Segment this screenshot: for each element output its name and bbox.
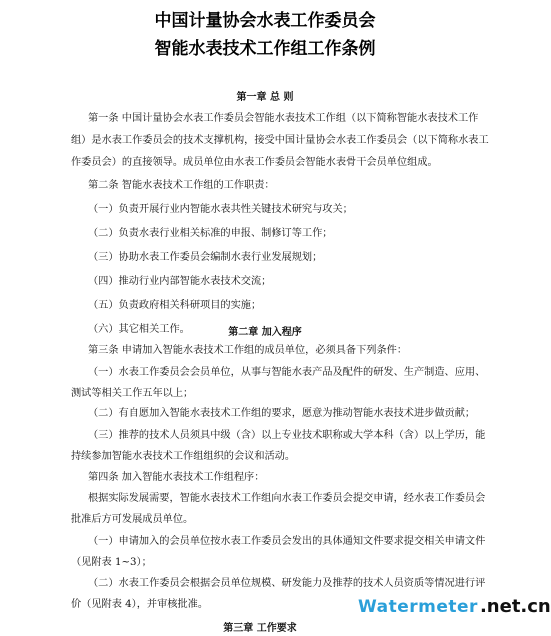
article-4-para-line-2: 批准后方可发展成员单位。	[71, 514, 194, 525]
chapter-heading-2: 第二章 加入程序	[228, 327, 302, 338]
watermark-domain: .net.cn	[479, 596, 551, 617]
article-1-line-2: 组）是水表工作委员会的技术支撑机构，接受中国计量协会水表工作委员会（以下简称水表工	[71, 135, 489, 146]
chapter-heading-1: 第一章 总 则	[236, 92, 294, 103]
article-3-item-2: （二）有自愿加入智能水表技术工作组的要求，愿意为推动智能水表技术进步做贡献；	[88, 408, 476, 419]
article-4-item-1-line-1: （一）申请加入的会员单位按水表工作委员会发出的具体通知文件要求提交相关申请文件	[88, 536, 486, 547]
article-2-item-6: （六）其它相关工作。	[88, 324, 190, 335]
article-2: 第二条 智能水表技术工作组的工作职责：	[88, 180, 275, 191]
site-watermark	[358, 596, 551, 617]
article-4-item-2-line-2: 价（见附表 4），并审核批准。	[71, 599, 209, 610]
article-3-item-1-line-2: 测试等相关工作五年以上；	[71, 388, 194, 399]
article-1-line-3: 作委员会）的直接领导。成员单位由水表工作委员会智能水表骨干会员单位组成。	[71, 157, 438, 168]
article-3-item-1-line-1: （一）水表工作委员会会员单位，从事与智能水表产品及配件的研发、生产制造、应用、	[88, 367, 486, 378]
article-4-para-line-1: 根据实际发展需要，智能水表技术工作组向水表工作委员会提交申请，经水表工作委员会	[88, 493, 486, 504]
chapter-heading-3: 第三章 工作要求	[223, 623, 297, 634]
article-2-item-4: （四）推动行业内部智能水表技术交流；	[88, 276, 272, 287]
article-3: 第三条 申请加入智能水表技术工作组的成员单位，必须具备下列条件：	[88, 345, 408, 356]
article-2-item-2: （二）负责水表行业相关标准的申报、制修订等工作；	[88, 228, 333, 239]
article-1-line-1: 第一条 中国计量协会水表工作委员会智能水表技术工作组（以下简称智能水表技术工作	[88, 113, 479, 124]
article-2-item-1: （一）负责开展行业内智能水表共性关键技术研究与攻关；	[88, 204, 353, 215]
article-2-item-3: （三）协助水表工作委员会编制水表行业发展规划；	[88, 252, 323, 263]
watermark-brand: Watermeter	[358, 597, 478, 617]
article-4-item-2-line-1: （二）水表工作委员会根据会员单位规模、研发能力及推荐的技术人员资质等情况进行评	[88, 578, 486, 589]
article-4-item-1-line-2: （见附表 1~3）；	[71, 557, 152, 568]
document-title-line1: 中国计量协会水表工作委员会	[154, 11, 376, 31]
article-4: 第四条 加入智能水表技术工作组程序：	[88, 472, 265, 483]
article-3-item-3-line-2: 持续参加智能水表技术工作组组织的会议和活动。	[71, 451, 296, 462]
document-title-line2: 智能水表技术工作组工作条例	[154, 39, 376, 59]
article-3-item-3-line-1: （三）推荐的技术人员须具中级（含）以上专业技术职称或大学本科（含）以上学历，能	[88, 430, 486, 441]
article-2-item-5: （五）负责政府相关科研项目的实施；	[88, 300, 262, 311]
